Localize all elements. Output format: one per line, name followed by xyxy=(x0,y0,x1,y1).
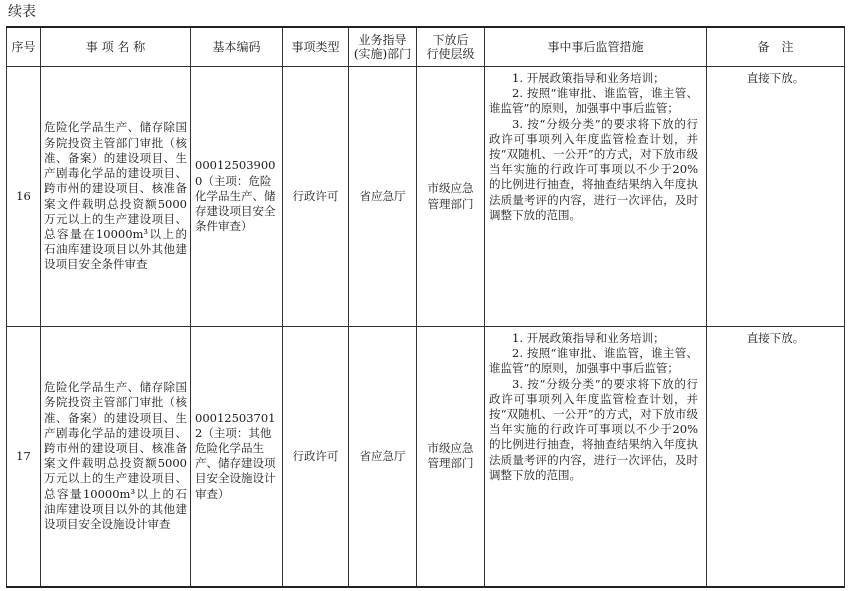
header-dept xyxy=(349,27,417,67)
header-measures: 事中事后监管措施 xyxy=(485,27,707,67)
regulation-table xyxy=(6,26,845,588)
row-level-line1: 市级应急 xyxy=(427,181,474,196)
row-type: 行政许可 xyxy=(283,327,349,587)
row-dept: 省应急厅 xyxy=(349,327,417,587)
row-measures xyxy=(485,327,707,587)
row-level-line2: 管理部门 xyxy=(427,456,474,471)
header-dept-line1: 业务指导 xyxy=(358,33,407,47)
row-remark xyxy=(707,67,845,327)
measure-item: 2. 按照“谁审批、谁监管，谁主管、谁监管”的原则，加强事中事后监管； xyxy=(489,86,698,116)
measure-item: 1. 开展政策指导和业务培训； xyxy=(512,71,665,85)
header-code: 基本编码 xyxy=(191,27,283,67)
row-remark xyxy=(707,327,845,587)
header-level-line1: 下放后 xyxy=(432,33,469,47)
row-level-line1: 市级应急 xyxy=(427,441,474,456)
row-type: 行政许可 xyxy=(283,67,349,327)
measure-item: 2. 按照“谁审批、谁监管，谁主管、谁监管”的原则，加强事中事后监管； xyxy=(489,346,698,376)
measure-item: 3. 按“分级分类”的要求将下放的行政许可事项列入年度监管检查计划，并按“双随机、一公开”的方式，对下放市级当年实施的行政许可事项以不少于20%的比例进行抽查，将抽查结果纳入年度执法质量考评的内容，进行一次评估，及时调整下放的范围。 xyxy=(489,376,698,482)
row-code: 000125037012（主项：其他危险化学品生产、储存建设项目安全设施设计审查） xyxy=(191,327,283,587)
header-row xyxy=(7,27,845,67)
row-remark-text: 直接下放。 xyxy=(746,331,805,345)
row-measures xyxy=(485,67,707,327)
table-caption: 续表 xyxy=(8,4,36,20)
header-dept-line2: (实施)部门 xyxy=(353,47,412,61)
header-type: 事项类型 xyxy=(283,27,349,67)
measure-item: 1. 开展政策指导和业务培训； xyxy=(512,331,665,345)
row-no: 17 xyxy=(7,327,41,587)
row-name: 危险化学品生产、储存除国务院投资主管部门审批（核准、备案）的建设项目、生产剧毒化学品的建设项目、跨市州的建设项目、核准备案文件载明总投资额5000万元以上的生产建设项目、总容量在10000m³以上的石油库建设项目以外其他建设项目安全条件审查 xyxy=(41,67,191,327)
table-row xyxy=(7,327,845,587)
row-code: 000125039000（主项：危险化学品生产、储存建设项目安全条件审查） xyxy=(191,67,283,327)
row-level xyxy=(417,327,485,587)
header-level xyxy=(417,27,485,67)
header-level-line2: 行使层级 xyxy=(426,47,475,61)
header-no: 序号 xyxy=(7,27,41,67)
row-name: 危险化学品生产、储存除国务院投资主管部门审批（核准、备案）的建设项目、生产剧毒化学品的建设项目、跨市州的建设项目、核准备案文件载明总投资额5000万元以上的生产建设项目、总容量10000m³以上的石油库建设项目以外的其他建设项目安全设施设计审查 xyxy=(41,327,191,587)
row-level-line2: 管理部门 xyxy=(427,196,474,211)
header-remark: 备 注 xyxy=(707,27,845,67)
table-row xyxy=(7,67,845,327)
row-level xyxy=(417,67,485,327)
header-name: 事 项 名 称 xyxy=(41,27,191,67)
row-dept: 省应急厅 xyxy=(349,67,417,327)
measure-item: 3. 按“分级分类”的要求将下放的行政许可事项列入年度监管检查计划，并按“双随机、一公开”的方式，对下放市级当年实施的行政许可事项以不少于20%的比例进行抽查，将抽查结果纳入年度执法质量考评的内容，进行一次评估，及时调整下放的范围。 xyxy=(489,116,698,222)
row-remark-text: 直接下放。 xyxy=(746,71,805,85)
row-no: 16 xyxy=(7,67,41,327)
